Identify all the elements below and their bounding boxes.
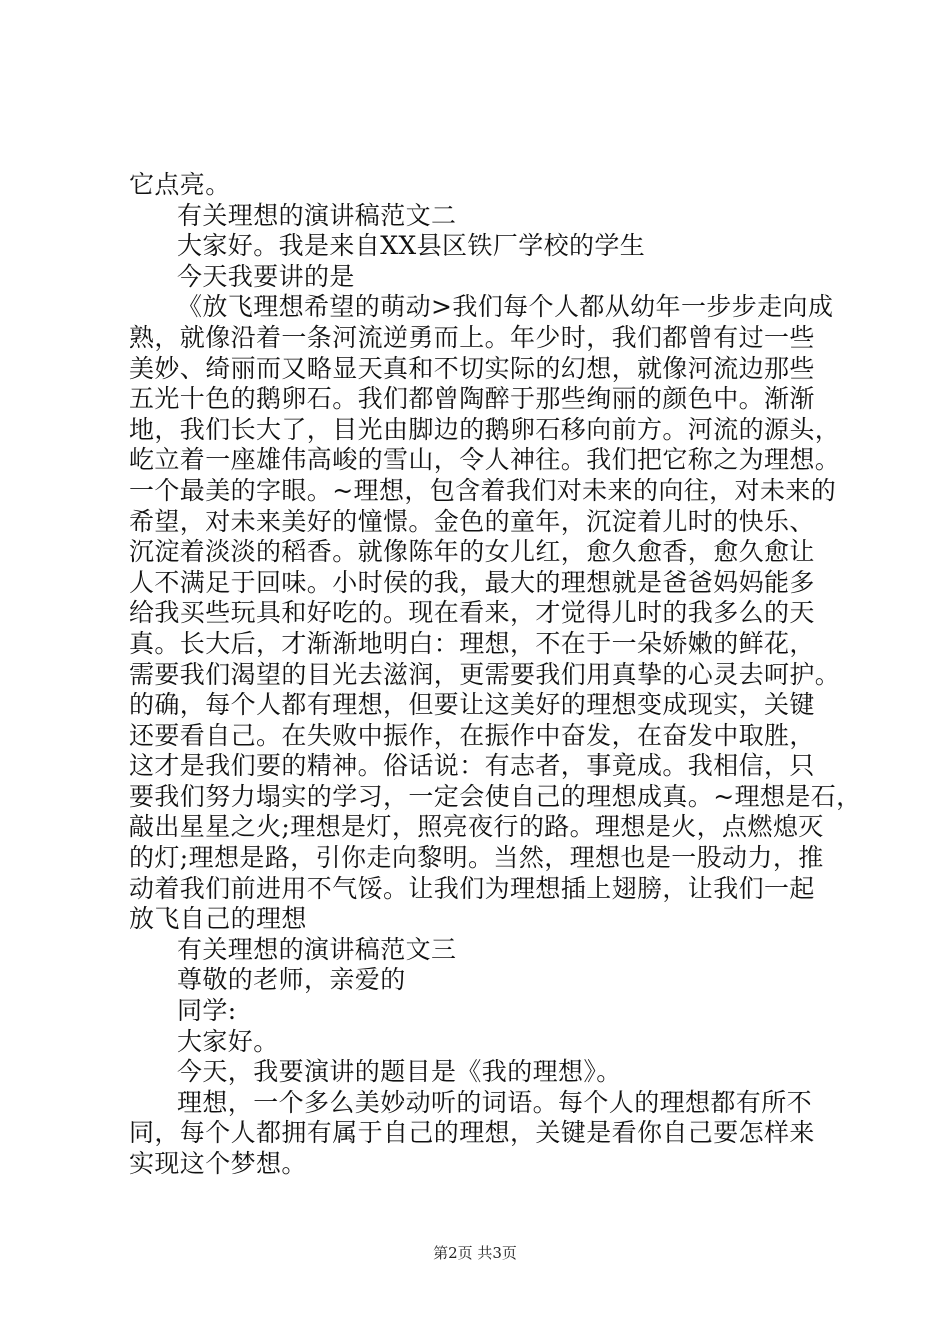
text-line: 真。长大后，才渐渐地明白：理想，不在于一朵娇嫩的鲜花， [129,628,815,658]
text-line: 《放飞理想希望的萌动>我们每个人都从幼年一步步走向成 [177,292,834,322]
text-line: 敲出星星之火;理想是灯，照亮夜行的路。理想是火，点燃熄灭 [129,812,824,842]
text-line: 要我们努力塌实的学习，一定会使自己的理想成真。~理想是石， [129,781,862,811]
text-line: 它点亮。 [129,170,231,199]
text-line: 美妙、绮丽而又略显天真和不切实际的幻想，就像河流边那些 [129,353,815,383]
text-line: 的确，每个人都有理想，但要让这美好的理想变成现实，关键 [129,690,815,720]
text-line: 屹立着一座雄伟高峻的雪山，令人神往。我们把它称之为理想。 [129,445,841,475]
text-line: 大家好。我是来自XX县区铁厂学校的学生 [177,231,646,261]
text-line: 一个最美的字眼。~理想，包含着我们对未来的向往，对未来的 [129,475,837,505]
text-line: 放飞自己的理想 [129,904,307,934]
text-line: 有关理想的演讲稿范文二 [177,200,457,230]
text-line: 同学: [177,996,237,1026]
text-line: 今天我要讲的是 [177,261,355,291]
text-line: 希望，对未来美好的憧憬。金色的童年，沉淀着儿时的快乐、 [129,506,815,536]
text-line: 的灯;理想是路，引你走向黎明。当然，理想也是一股动力，推 [129,843,824,873]
text-line: 尊敬的老师，亲爱的 [177,965,406,995]
text-line: 实现这个梦想。 [129,1149,307,1178]
text-line: 还要看自己。在失败中振作，在振作中奋发，在奋发中取胜， [129,720,815,750]
text-line: 人不满足于回味。小时侯的我，最大的理想就是爸爸妈妈能多 [129,567,815,597]
text-line: 给我买些玩具和好吃的。现在看来，才觉得儿时的我多么的天 [129,598,815,628]
text-line: 有关理想的演讲稿范文三 [177,934,457,964]
text-line: 五光十色的鹅卵石。我们都曾陶醉于那些绚丽的颜色中。渐渐 [129,384,815,414]
text-line: 动着我们前进用不气馁。让我们为理想插上翅膀，让我们一起 [129,873,815,903]
text-line: 沉淀着淡淡的稻香。就像陈年的女儿红，愈久愈香，愈久愈让 [129,537,815,567]
text-line: 理想，一个多么美妙动听的词语。每个人的理想都有所不 [177,1087,813,1117]
text-line: 同，每个人都拥有属于自己的理想，关键是看你自己要怎样来 [129,1118,815,1148]
text-line: 这才是我们要的精神。俗话说：有志者，事竟成。我相信，只 [129,751,815,781]
page-footer: 第2页 共3页 [433,1244,517,1262]
text-line: 需要我们渴望的目光去滋润，更需要我们用真挚的心灵去呵护。 [129,659,841,689]
document-body [129,170,862,1180]
text-line: 熟，就像沿着一条河流逆勇而上。年少时，我们都曾有过一些 [129,322,815,352]
text-line: 地，我们长大了，目光由脚边的鹅卵石移向前方。河流的源头， [129,414,841,444]
text-line: 大家好。 [177,1026,279,1056]
text-line: 今天，我要演讲的题目是《我的理想》。 [177,1057,622,1087]
